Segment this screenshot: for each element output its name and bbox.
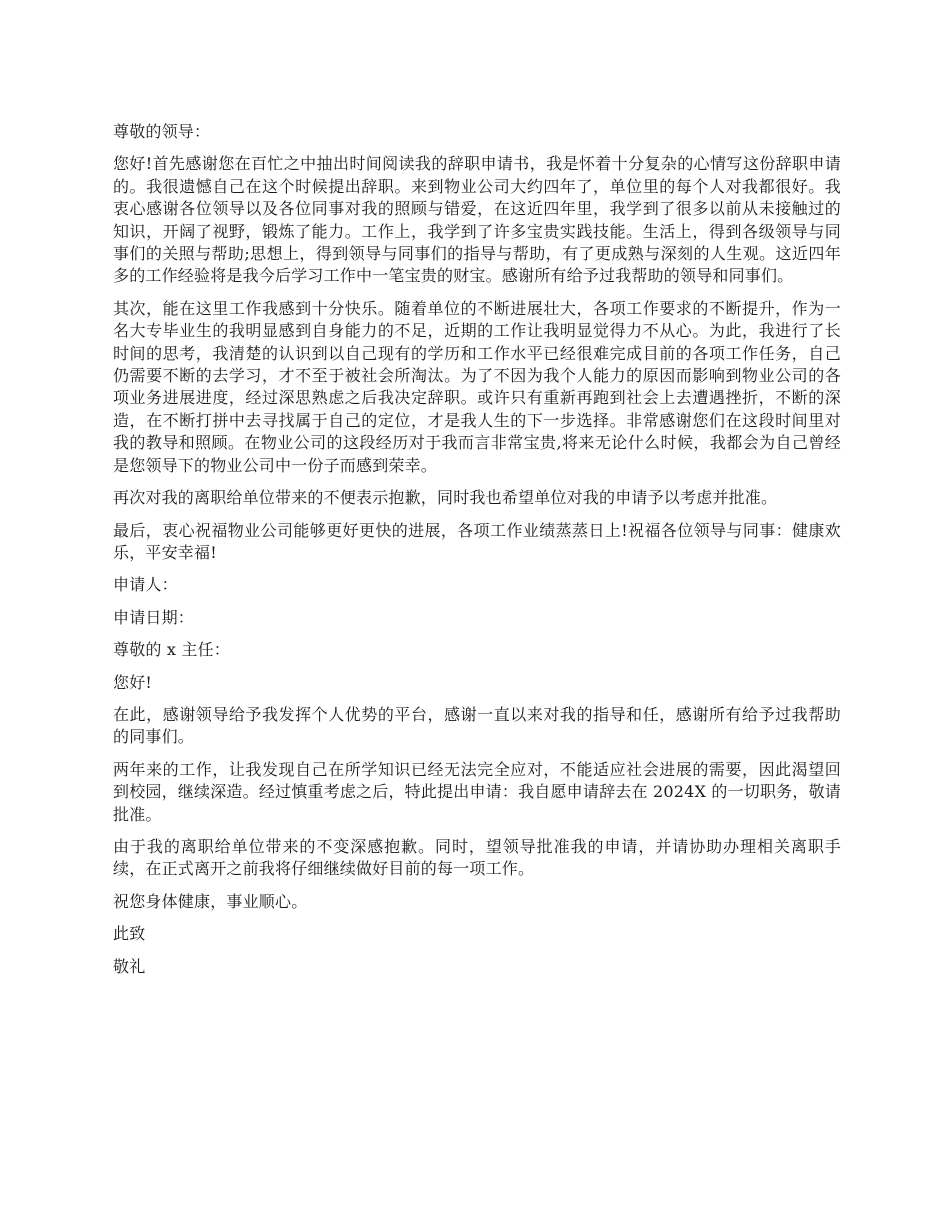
body-paragraph: 您好!首先感谢您在百忙之中抽出时间阅读我的辞职申请书，我是怀着十分复杂的心情写这份辞职申请的。我很遗憾自己在这个时候提出辞职。来到物业公司大约四年了，单位里的每个人对我都很好。我衷心感谢各位领导以及各位同事对我的照顾与错爱，在这近四年里，我学到了很多以前从未接触过的知识，开阔了视野，锻炼了能力。工作上，我学到了许多宝贵实践技能。生活上，得到各级领导与同事们的关照与帮助;思想上，得到领导与同事们的指导与帮助，有了更成熟与深刻的人生观。这近四年多的工作经验将是我今后学习工作中一笔宝贵的财宝。感谢所有给予过我帮助的领导和同事们。 [113,154,841,286]
body-paragraph: 其次，能在这里工作我感到十分快乐。随着单位的不断进展壮大，各项工作要求的不断提升，作为一名大专毕业生的我明显感到自身能力的不足，近期的工作让我明显觉得力不从心。为此，我进行了长时间的思考，我清楚的认识到以自己现有的学历和工作水平已经很难完成目前的各项工作任务，自己仍需要不断的去学习，才不至于被社会所淘汰。为了不因为我个人能力的原因而影响到物业公司的各项业务进展进度，经过深思熟虑之后我决定辞职。或许只有重新再跑到社会上去遭遇挫折，不断的深造，在不断打拼中去寻找属于自己的定位，才是我人生的下一步选择。非常感谢您们在这段时间里对我的教导和照顾。在物业公司的这段经历对于我而言非常宝贵,将来无论什么时候，我都会为自己曾经是您领导下的物业公司中一份子而感到荣幸。 [113,298,841,475]
body-paragraph: 再次对我的离职给单位带来的不便表示抱歉，同时我也希望单位对我的申请予以考虑并批准。 [113,488,778,508]
body-paragraph: 在此，感谢领导给予我发挥个人优势的平台，感谢一直以来对我的指导和任，感谢所有给予过我帮助的同事们。 [113,704,841,747]
body-paragraph: 由于我的离职给单位带来的不变深感抱歉。同时，望领导批准我的申请，并请协助办理相关离职手续，在正式离开之前我将仔细继续做好目前的每一项工作。 [113,836,841,879]
body-paragraph: 最后，衷心祝福物业公司能够更好更快的进展，各项工作业绩蒸蒸日上!祝福各位领导与同事：健康欢乐，平安幸福! [113,520,841,562]
closing-line: 敬礼 [113,956,146,976]
salutation: 尊敬的 x 主任： [113,640,230,660]
salutation: 尊敬的领导： [113,122,211,141]
body-paragraph: 两年来的工作，让我发现自己在所学知识已经无法完全应对，不能适应社会进展的需要，因此渴望回到校园，继续深造。经过慎重考虑之后，特此提出申请：我自愿申请辞去在 2024X 的一切职务，敬请批准。 [113,759,841,824]
applicant-line: 申请人： [113,575,178,595]
greeting: 您好! [113,672,153,692]
document-page [113,121,841,988]
application-date-line: 申请日期： [113,607,195,627]
closing-line: 此致 [113,924,146,944]
closing-wish: 祝您身体健康，事业顺心。 [113,891,308,911]
